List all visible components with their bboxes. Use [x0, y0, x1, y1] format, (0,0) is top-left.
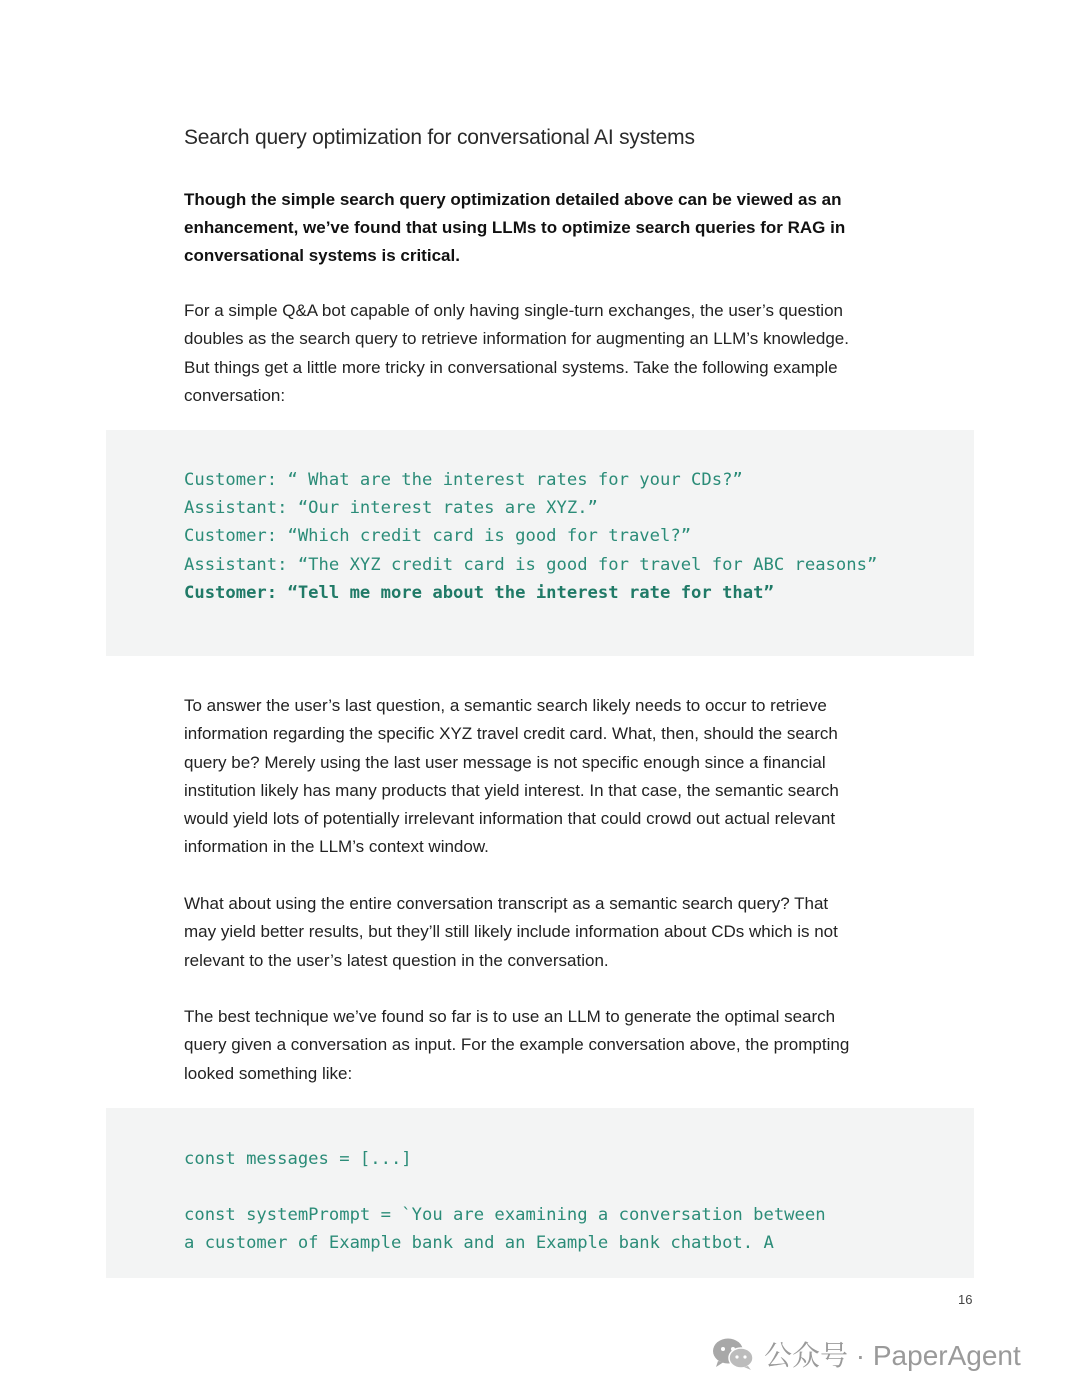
paragraph-line: information regarding the specific XYZ travel credit card. What, then, should the search [184, 724, 838, 744]
paragraph-line: information in the LLM’s context window. [184, 837, 489, 857]
conversation-line: Assistant: “The XYZ credit card is good for travel for ABC reasons” [184, 555, 878, 575]
lead-line: conversational systems is critical. [184, 246, 460, 265]
conversation-line: Customer: “ What are the interest rates for your CDs?” [184, 470, 743, 490]
paragraph-line: conversation: [184, 385, 286, 405]
conversation-line: Customer: “Which credit card is good for travel?” [184, 526, 692, 546]
code-line: const systemPrompt = `You are examining a conversation between [184, 1205, 826, 1225]
page-number: 16 [958, 1292, 973, 1307]
code-line: a customer of Example bank and an Example bank chatbot. A [184, 1233, 774, 1253]
paragraph-line: doubles as the search query to retrieve information for augmenting an LLM’s knowledge. [184, 329, 849, 349]
paragraph-intro [184, 297, 904, 410]
lead-paragraph [184, 186, 884, 270]
paragraph-line: institution likely has many products that yield interest. In that case, the semantic search [184, 780, 839, 800]
watermark-text: 公众号 · PaperAgent [764, 1340, 1021, 1371]
paragraph-line: The best technique we’ve found so far is to use an LLM to generate the optimal search [184, 1007, 836, 1026]
lead-line: enhancement, we’ve found that using LLMs to optimize search queries for RAG in [184, 218, 846, 237]
paragraph-line: looked something like: [184, 1063, 353, 1083]
paragraph-line: relevant to the user’s latest question in the conversation. [184, 950, 609, 970]
conversation-line: Assistant: “Our interest rates are XYZ.” [184, 498, 598, 518]
paragraph-line: would yield lots of potentially irrelevant information that could crowd out actual relevant [184, 809, 836, 829]
lead-line: Though the simple search query optimization detailed above can be viewed as an [184, 190, 842, 209]
section-title: Search query optimization for conversational AI systems [184, 126, 695, 149]
prompt-code-block [106, 1108, 974, 1278]
conversation-line-highlighted: Customer: “Tell me more about the interest rate for that” [184, 583, 774, 603]
paragraph-line: For a simple Q&A bot capable of only having single-turn exchanges, the user’s question [184, 301, 843, 320]
watermark [712, 1334, 1021, 1374]
paragraph-line: may yield better results, but they’ll still likely include information about CDs which is not [184, 922, 838, 942]
code-line: const messages = [...] [184, 1149, 412, 1169]
paragraph-line: What about using the entire conversation transcript as a semantic search query? That [184, 894, 829, 913]
paragraph-line: To answer the user’s last question, a semantic search likely needs to occur to retrieve [184, 696, 827, 715]
paragraph-line: query given a conversation as input. For the example conversation above, the prompting [184, 1035, 850, 1055]
paragraph-semantic-search [184, 692, 904, 862]
paragraph-line: But things get a little more tricky in conversational systems. Take the following example [184, 357, 838, 377]
wechat-icon [712, 1337, 754, 1371]
conversation-code-block [106, 430, 974, 656]
paragraph-transcript [184, 890, 904, 975]
paragraph-line: query be? Merely using the last user message is not specific enough since a financial [184, 752, 826, 772]
paragraph-best-technique [184, 1003, 904, 1088]
